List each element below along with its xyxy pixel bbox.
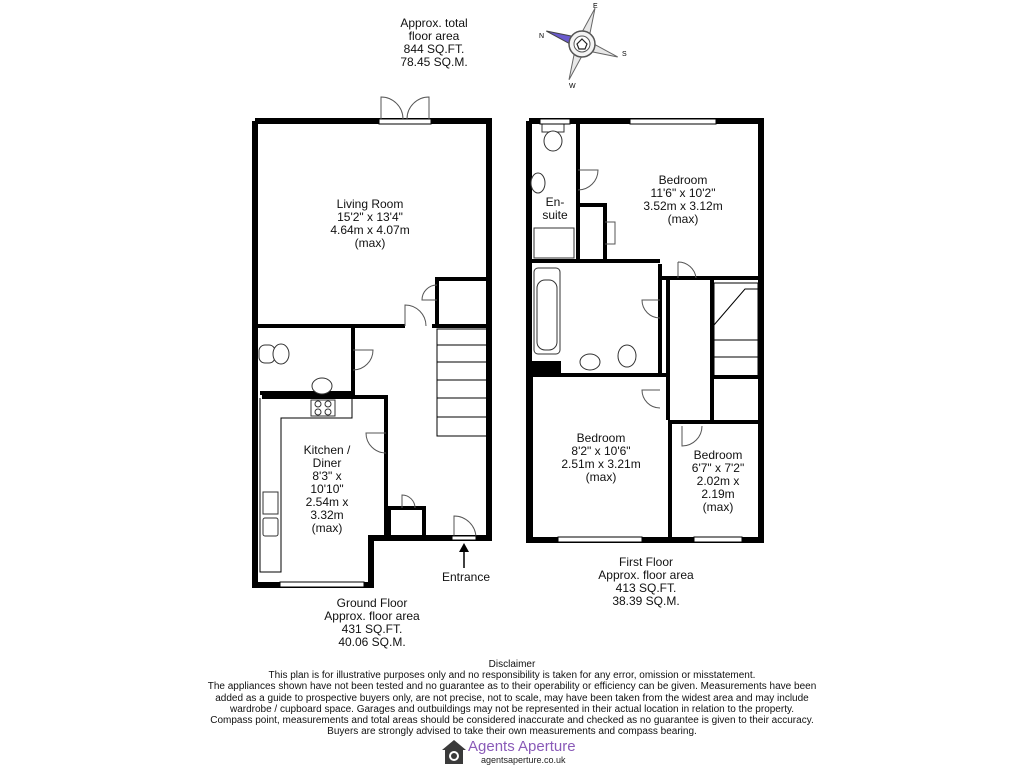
room-label-line: (max) (585, 470, 617, 484)
caption-line: 431 SQ.FT. (341, 622, 403, 636)
room-label-line: (max) (354, 236, 386, 250)
patio-door-swing (381, 97, 403, 119)
entrance-text: Entrance (441, 570, 491, 584)
kitchen-window (280, 582, 364, 587)
caption-line: First Floor (619, 555, 673, 569)
disclaimer-line: The appliances shown have not been tested and no guarantee as to their operability or efficiency can be given. Measurements have been (207, 681, 817, 693)
bathroom-pillar (531, 361, 561, 375)
house-aperture-logo-icon (441, 738, 467, 766)
hob-ring (315, 401, 321, 407)
room-label-line: (max) (311, 521, 343, 535)
kitchen-sink (263, 518, 278, 536)
bedroom-1-door (678, 262, 696, 278)
room-label-line: (max) (702, 500, 734, 514)
room-label-line: 4.64m x 4.07m (330, 223, 410, 237)
entrance-label (434, 571, 498, 584)
bedroom-3-window (694, 537, 742, 542)
wardrobe-wall (578, 205, 605, 261)
room-label-line: Living Room (336, 197, 404, 211)
compass-letter-w: W (569, 83, 576, 90)
room-label-line: 2.19m (701, 487, 735, 501)
caption-line: Approx. floor area (598, 568, 694, 582)
room-label-line: 2.54m x (305, 495, 349, 509)
brand-url: agentsaperture.co.uk (481, 755, 566, 765)
living-room-label (315, 198, 425, 250)
en-suite-label (538, 196, 572, 222)
bathroom-door (642, 300, 660, 318)
bath-inner (537, 280, 557, 350)
room-label-line: Bedroom (658, 173, 708, 187)
en-suite-basin (531, 173, 545, 193)
room-label-line: 15'2" x 13'4" (337, 210, 403, 224)
en-suite-door (578, 170, 598, 190)
room-label-line: 3.52m x 3.12m (643, 199, 723, 213)
room-label-line: suite (542, 208, 568, 222)
caption-line: Ground Floor (336, 596, 408, 610)
hall-cupboard (389, 508, 424, 538)
brand-name: Agents Aperture (468, 738, 576, 755)
cupboard-wall (437, 279, 489, 326)
compass-letter-s: S (622, 51, 627, 58)
first-floor-stairs (714, 283, 758, 377)
stair-winder (714, 289, 758, 325)
caption-line: 413 SQ.FT. (615, 581, 677, 595)
living-room-door (405, 305, 426, 326)
room-label-line: Bedroom (693, 448, 743, 462)
first-floor-caption (586, 556, 706, 608)
bedroom-1-label (633, 174, 733, 226)
total-area-line: Approx. total (400, 16, 468, 30)
total-area-line: floor area (408, 29, 460, 43)
wc-basin (312, 378, 332, 394)
room-label-line: En- (545, 195, 565, 209)
bedroom-2-label (551, 432, 651, 484)
hob-ring (315, 409, 321, 415)
room-label-line: Bedroom (576, 431, 626, 445)
bedroom-3-label (680, 449, 756, 514)
room-label-line: 8'2" x 10'6" (571, 444, 631, 458)
room-label-line: 3.32m (310, 508, 344, 522)
bathroom-basin (580, 354, 600, 370)
hob-ring (325, 409, 331, 415)
disclaimer-line: This plan is for illustrative purposes only and no responsibility is taken for any error, omission or misstatement. (268, 670, 756, 682)
en-suite-window (540, 119, 570, 124)
bedroom-1-wall (660, 264, 759, 278)
disclaimer-line: Buyers are strongly advised to take their own measurements and compass bearing. (327, 726, 697, 738)
room-label-line: Kitchen / (303, 443, 351, 457)
compass-letter-e: E (593, 3, 598, 10)
disclaimer (0, 659, 1024, 737)
bedroom-2-door (642, 390, 660, 408)
room-label-line: 2.02m x (696, 474, 740, 488)
bedroom-3-door (682, 426, 702, 446)
wc-toilet-bowl (273, 344, 289, 364)
ground-floor-plan (255, 97, 489, 587)
hob-icon (311, 400, 335, 416)
room-label-line: 8'3" x (312, 469, 342, 483)
disclaimer-title: Disclaimer (488, 659, 536, 670)
room-label-line: 2.51m x 3.21m (561, 457, 641, 471)
total-area-line: 844 SQ.FT. (403, 42, 465, 56)
disclaimer-line: Compass point, measurements and total areas should be considered inaccurate and checked as no guarantee is given to their accuracy. (210, 715, 814, 727)
disclaimer-line: wardrobe / cupboard space. Garages and outbuildings may not be represented in their actual location in relation to the property. (229, 703, 795, 715)
front-door-threshold (452, 536, 476, 540)
hob-ring (325, 401, 331, 407)
living-room-window (379, 119, 431, 124)
room-label-line: 10'10" (310, 482, 344, 496)
caption-line: Approx. floor area (324, 609, 420, 623)
en-suite-toilet (544, 131, 562, 151)
kitchen-door (366, 433, 386, 453)
room-label-line: (max) (667, 212, 699, 226)
disclaimer-line: added as a guide to prospective buyers only, are not precise, not to scale, may have been taken from the widest area and may include (215, 692, 809, 704)
shower-tray (534, 228, 574, 258)
ground-floor-caption (312, 597, 432, 649)
entrance-arrow-head (459, 543, 469, 552)
patio-door-swing (407, 97, 429, 119)
total-area-line: 78.45 SQ.M. (400, 55, 468, 69)
caption-line: 38.39 SQ.M. (612, 594, 680, 608)
compass-letter-n: N (539, 33, 545, 40)
ground-floor-outer-wall (255, 121, 489, 585)
wc-door (353, 350, 373, 370)
room-label-line: 6'7" x 7'2" (691, 461, 745, 475)
caption-line: 40.06 SQ.M. (338, 635, 406, 649)
cupboard-door (422, 285, 437, 300)
kitchen-diner-label (294, 444, 360, 535)
kitchen-sink-drainer (263, 492, 278, 514)
bedroom-2-window (558, 537, 642, 542)
bedroom-1-window (630, 119, 716, 124)
front-door (454, 516, 476, 538)
room-label-line: 11'6" x 10'2" (650, 186, 716, 200)
bathroom-toilet (618, 345, 636, 367)
room-label-line: Diner (312, 456, 342, 470)
